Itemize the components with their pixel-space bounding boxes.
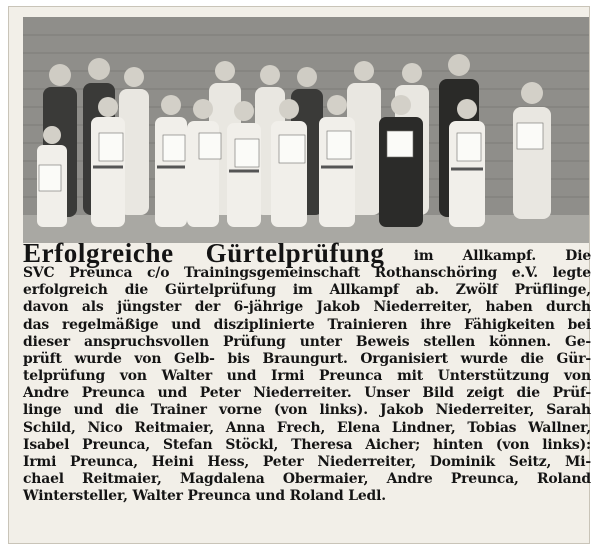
article-line-4: davon als jüngster der 6-jährige Jakob Niederreiter, haben durch [23, 299, 591, 316]
article-lead: im Allkampf. Die [413, 248, 592, 264]
article-line-14: chael Reitmaier, Magdalena Obermaier, Andre Preunca, Roland [23, 471, 591, 488]
group-photo-illustration [23, 17, 589, 243]
article-line-8: telprüfung von Walter und Irmi Preunca mit Unterstützung von [23, 368, 591, 385]
article-line-2: SVC Preunca c/o Trainingsgemeinschaft Rothanschöring e.V. legte [23, 265, 591, 282]
article-line-15: Wintersteller, Walter Preunca und Roland Ledl. [23, 488, 386, 505]
article-line-12: Isabel Preunca, Stefan Stöckl, Theresa Aicher; hinten (von links): [23, 436, 591, 453]
article-line-11: Schild, Nico Reitmaier, Anna Frech, Elena Lindner, Tobias Wallner, [23, 419, 591, 436]
group-photo [23, 17, 589, 243]
article-text [23, 238, 592, 505]
article-line-5: das regelmäßige und disziplinierte Trainieren ihre Fähigkeiten bei [23, 316, 591, 333]
article-line-6: dieser anspruchsvollen Prüfung unter Beweis stellen können. Ge- [23, 333, 591, 350]
headline: Erfolgreiche Gürtelprüfung [23, 238, 385, 268]
article-line-3: erfolgreich die Gürtelprüfung im Allkampf ab. Zwölf Prüflinge, [23, 282, 591, 299]
article-line-9: Andre Preunca und Peter Niederreiter. Unser Bild zeigt die Prüf- [23, 385, 591, 402]
article-line-13: Irmi Preunca, Heini Hess, Peter Niederreiter, Dominik Seitz, Mi- [23, 453, 591, 470]
article-line-1 [23, 238, 592, 268]
article-line-7: prüft wurde von Gelb- bis Braungurt. Organisiert wurde die Gür- [23, 350, 591, 367]
article-line-10: linge und die Trainer vorne (von links). Jakob Niederreiter, Sarah [23, 402, 591, 419]
newspaper-clipping [8, 6, 590, 544]
